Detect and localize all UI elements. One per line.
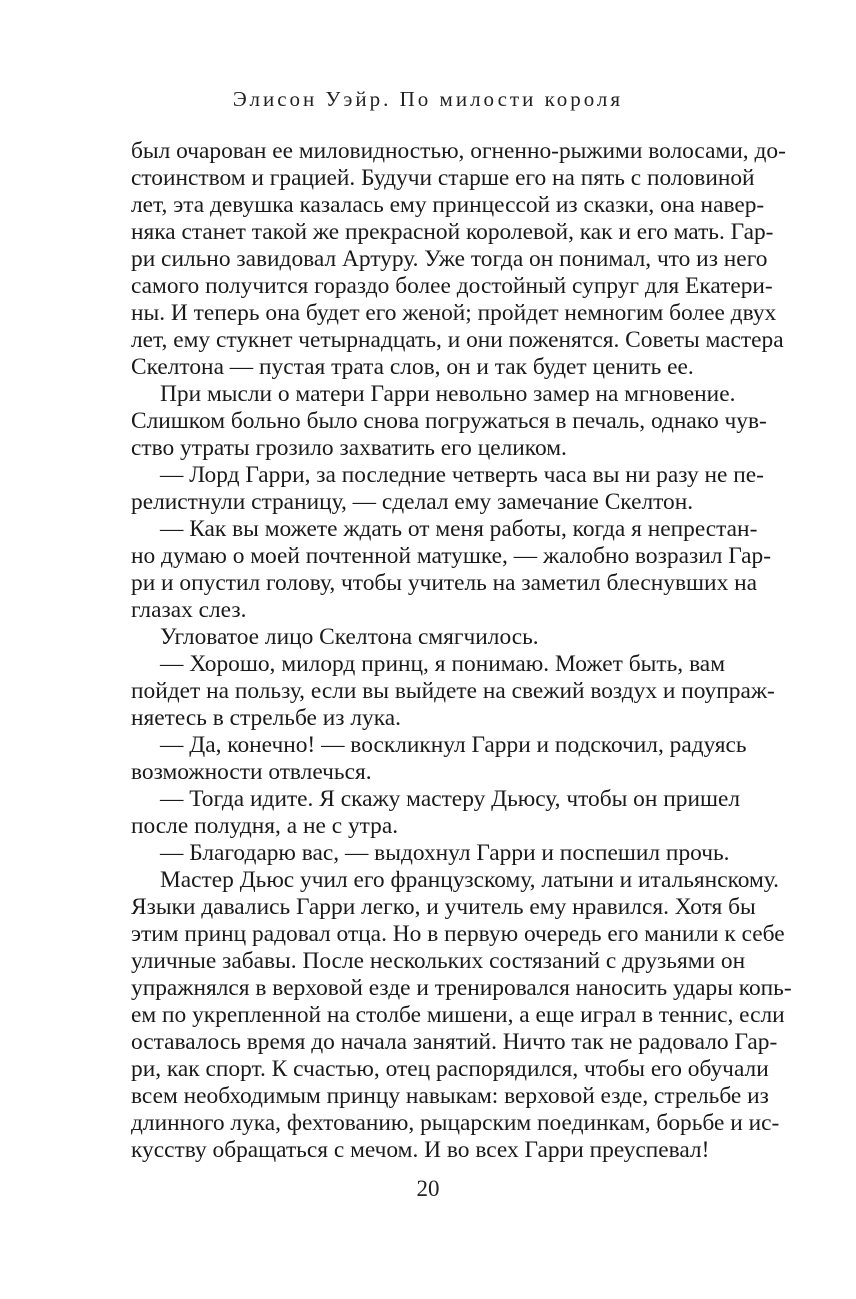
text-line: возможности отвлечься. [131,759,372,785]
text-line: — Тогда идите. Я скажу мастеру Дьюсу, чтобы он пришел [160,786,741,812]
text-line: глазах слез. [131,597,247,623]
text-line: Слишком больно было снова погружаться в печаль, однако чув- [131,408,767,434]
text-line: Мастер Дьюс учил его французскому, латыни и итальянскому. [160,867,780,893]
text-line: Угловатое лицо Скелтона смягчилось. [160,624,539,650]
text-line: ны. И теперь она будет его женой; пройдет немногим более двух [131,300,777,326]
text-line: кусству обращаться с мечом. И во всех Гарри преуспевал! [131,1137,710,1163]
text-line: лет, эта девушка казалась ему принцессой из сказки, она навер- [131,192,765,218]
text-line: длинного лука, фехтованию, рыцарским поединкам, борьбе и ис- [131,1110,780,1136]
text-line: — Да, конечно! — воскликнул Гарри и подскочил, радуясь [160,732,747,758]
text-line: ри сильно завидовал Артуру. Уже тогда он понимал, что из него [131,246,768,272]
text-line: — Лорд Гарри, за последние четверть часа вы ни разу не пе- [160,462,764,488]
text-line: При мысли о матери Гарри невольно замер на мгновение. [160,381,736,407]
page-number: 20 [416,1176,440,1201]
text-line: самого получится гораздо более достойный супруг для Екатери- [131,273,773,299]
text-line: — Благодарю вас, — выдохнул Гарри и поспешил прочь. [160,840,730,866]
text-line: оставалось время до начала занятий. Ничто так не радовало Гар- [131,1029,778,1055]
text-line: Языки давались Гарри легко, и учитель ему нравился. Хотя бы [131,894,756,920]
text-line: ри, как спорт. К счастью, отец распорядился, чтобы его обучали [131,1056,769,1082]
text-line: этим принц радовал отца. Но в первую очередь его манили к себе [131,921,785,947]
text-line: ри и опустил голову, чтобы учитель на заметил блеснувших на [131,570,758,596]
running-header: Элисон Уэйр. По милости короля [232,87,624,111]
text-line: упражнялся в верховой езде и тренировался наносить удары копь- [131,975,792,1001]
text-line: после полудня, а не с утра. [131,813,399,839]
text-line: уличные забавы. После нескольких состязаний с друзьями он [131,948,746,974]
text-line: ем по укрепленной на столбе мишени, а еще играл в теннис, если [131,1002,785,1028]
text-line: но думаю о моей почтенной матушке, — жалобно возразил Гар- [131,543,772,569]
text-line: релистнули страницу, — сделал ему замечание Скелтон. [131,489,694,515]
text-line: был очарован ее миловидностью, огненно-рыжими волосами, до- [131,138,786,164]
body-text [131,138,792,1164]
text-line: няка станет такой же прекрасной королевой, как и его мать. Гар- [131,219,774,245]
text-line: стоинством и грацией. Будучи старше его на пять с половиной [131,165,755,191]
text-line: — Хорошо, милорд принц, я понимаю. Может быть, вам [160,651,725,677]
text-line: пойдет на пользу, если вы выйдете на свежий воздух и поупраж- [131,678,775,704]
text-line: няетесь в стрельбе из лука. [131,705,401,731]
text-line: лет, ему стукнет четырнадцать, и они поженятся. Советы мастера [131,327,784,353]
text-line: — Как вы можете ждать от меня работы, когда я непрестан- [160,516,758,542]
text-line: Скелтона — пустая трата слов, он и так будет ценить ее. [131,354,694,380]
text-line: ство утраты грозило захватить его целиком. [131,435,567,461]
text-line: всем необходимым принцу навыкам: верховой езде, стрельбе из [131,1083,769,1109]
